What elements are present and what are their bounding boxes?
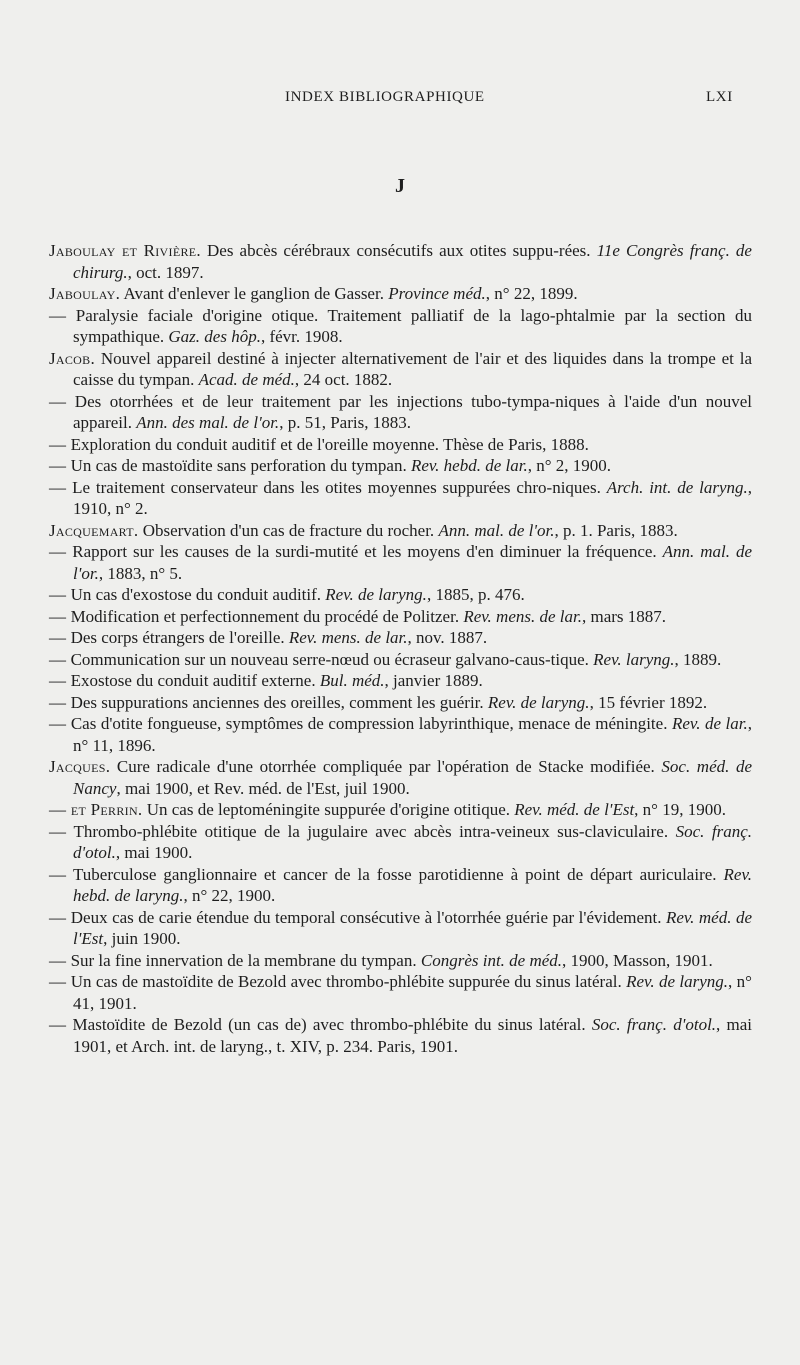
- bibliography-entry: [49, 477, 752, 520]
- bibliography-entry: [49, 864, 752, 907]
- entry-details: , janvier 1889.: [384, 671, 483, 690]
- entry-text: Un cas de leptoméningite suppurée d'origine otitique.: [146, 800, 515, 819]
- entry-source: Congrès int. de méd.: [420, 950, 563, 970]
- entry-details: , 1885, p. 476.: [426, 585, 525, 604]
- entry-author: —: [49, 692, 67, 712]
- entry-source: Soc. franç. d'otol.: [73, 821, 752, 862]
- entry-details: , n° 41, 1901.: [73, 972, 752, 1013]
- entry-source: Rev. méd. de l'Est: [73, 907, 752, 948]
- entry-author: Jacques.: [49, 757, 111, 776]
- entry-author: —: [49, 714, 67, 733]
- bibliography-entry: [49, 520, 752, 542]
- entry-text: Des abcès cérébraux consécutifs aux otites suppu-rées.: [207, 241, 597, 260]
- entry-text: Cas d'otite fongueuse, symptômes de compression labyrinthique, menace de méningite.: [70, 714, 672, 733]
- entry-author: —: [49, 477, 67, 497]
- entry-author: —: [49, 542, 67, 561]
- entry-author: —: [49, 391, 67, 411]
- entry-source: Gaz. des hôp.: [168, 327, 261, 346]
- entry-text: Des otorrhées et de leur traitement par les injections tubo-tympa-niques à l'aide d'un nouvel appareil.: [73, 391, 752, 432]
- bibliography-entry: [49, 584, 752, 606]
- entry-details: , oct. 1897.: [127, 262, 204, 282]
- entry-details: , mai 1901, et Arch. int. de laryng., t. XIV, p. 234. Paris, 1901.: [73, 1015, 753, 1056]
- entry-text: Thrombo-phlébite otitique de la jugulaire avec abcès intra-veineux sus-claviculaire.: [73, 821, 676, 841]
- entry-text: Exostose du conduit auditif externe.: [70, 671, 320, 690]
- bibliography-entry: [49, 606, 752, 628]
- bibliography-entry: [49, 283, 752, 305]
- entry-author: Jacquemart.: [49, 520, 139, 540]
- entry-text: Sur la fine innervation de la membrane du tympan.: [70, 950, 421, 970]
- entry-author: —: [49, 907, 67, 927]
- entry-details: , 1900, Masson, 1901.: [562, 950, 713, 970]
- section-letter: J: [395, 175, 405, 197]
- entry-author: —: [49, 671, 67, 690]
- entry-text: Deux cas de carie étendue du temporal consécutive à l'otorrhée guérie par l'évidement.: [70, 907, 666, 927]
- entry-source: Soc. franç. d'otol.: [591, 1015, 717, 1034]
- entry-text: Nouvel appareil destiné à injecter alternativement de l'air et des liquides dans la trompe et la caisse du tympan.: [73, 348, 752, 389]
- bibliography-list: [49, 240, 752, 1057]
- entry-details: , n° 22, 1900.: [183, 886, 276, 905]
- entry-author: —: [49, 649, 67, 669]
- entry-text: Modification et perfectionnement du procédé de Politzer.: [70, 606, 464, 626]
- entry-author: —: [49, 864, 67, 884]
- entry-text: Un cas de mastoïdite sans perforation du tympan.: [70, 456, 411, 475]
- entry-details: , 1910, n° 2.: [73, 477, 752, 518]
- bibliography-entry: [49, 240, 752, 283]
- bibliography-entry: [49, 756, 752, 799]
- entry-details: , juin 1900.: [103, 929, 181, 948]
- entry-source: Rev. hebd. de lar.: [410, 456, 528, 475]
- bibliography-entry: [49, 799, 752, 821]
- entry-text: Avant d'enlever le ganglion de Gasser.: [123, 284, 389, 303]
- entry-details: , mai 1900.: [115, 843, 193, 862]
- entry-details: , févr. 1908.: [260, 327, 343, 346]
- entry-author: —: [49, 606, 67, 626]
- entry-author: —: [49, 628, 67, 647]
- bibliography-entry: [49, 455, 752, 477]
- entry-author: —: [49, 434, 67, 454]
- bibliography-entry: [49, 541, 752, 584]
- entry-source: Rev. méd. de l'Est: [514, 800, 635, 819]
- entry-details: , n° 19, 1900.: [634, 800, 726, 819]
- bibliography-entry: [49, 907, 752, 950]
- bibliography-entry: [49, 821, 752, 864]
- entry-details: , mai 1900, et Rev. méd. de l'Est, juil 1900.: [116, 778, 410, 798]
- entry-details: , n° 11, 1896.: [73, 714, 752, 755]
- entry-text: Un cas d'exostose du conduit auditif.: [70, 585, 326, 604]
- entry-source: Rev. de laryng.: [626, 972, 729, 991]
- entry-text: Des corps étrangers de l'oreille.: [70, 628, 289, 647]
- entry-details: , 15 février 1892.: [589, 692, 708, 712]
- entry-text: Un cas de mastoïdite de Bezold avec thrombo-phlébite suppurée du sinus latéral.: [70, 972, 627, 991]
- entry-author: Jacob.: [49, 348, 96, 368]
- entry-text: Des suppurations anciennes des oreilles, comment les guérir.: [70, 692, 488, 712]
- page-number: LXI: [706, 89, 733, 105]
- entry-author: Jaboulay et Rivière.: [49, 241, 201, 260]
- entry-source: Rev. de lar.: [671, 714, 748, 733]
- entry-details: , mars 1887.: [581, 606, 667, 626]
- bibliography-entry: [49, 971, 752, 1014]
- entry-author: —: [49, 585, 67, 604]
- entry-text: Exploration du conduit auditif et de l'oreille moyenne. Thèse de Paris, 1888.: [70, 434, 589, 454]
- entry-source: 11e Congrès franç. de chirurg.: [73, 241, 752, 282]
- bibliography-entry: [49, 348, 752, 391]
- entry-text: Communication sur un nouveau serre-nœud ou écraseur galvano-caus-tique.: [70, 649, 594, 669]
- entry-details: , n° 2, 1900.: [527, 456, 612, 475]
- entry-text: Cure radicale d'une otorrhée compliquée par l'opération de Stacke modifiée.: [116, 757, 662, 776]
- entry-source: Rev. laryng.: [593, 649, 675, 669]
- entry-text: Mastoïdite de Bezold (un cas de) avec thrombo-phlébite du sinus latéral.: [72, 1015, 592, 1034]
- entry-details: , p. 1. Paris, 1883.: [554, 520, 678, 540]
- entry-source: Rev. de laryng.: [487, 692, 590, 712]
- entry-details: , p. 51, Paris, 1883.: [279, 413, 411, 432]
- entry-text: Observation d'un cas de fracture du rocher.: [142, 520, 439, 540]
- entry-source: Acad. de méd.: [198, 370, 295, 389]
- entry-details: , 1883, n° 5.: [98, 563, 183, 583]
- entry-source: Bul. méd.: [319, 671, 385, 690]
- entry-author: —: [49, 972, 67, 991]
- entry-source: Soc. méd. de Nancy: [73, 757, 753, 798]
- running-header: [0, 89, 800, 111]
- entry-author: —: [49, 821, 67, 841]
- entry-author: —: [49, 1015, 67, 1034]
- entry-text: Paralysie faciale d'origine otique. Traitement palliatif de la lago-phtalmie par la section du sympathique.: [73, 305, 753, 346]
- entry-source: Ann. des mal. de l'or.: [136, 413, 280, 432]
- bibliography-entry: [49, 692, 752, 714]
- entry-author: — et Perrin.: [49, 800, 143, 819]
- bibliography-entry: [49, 713, 752, 756]
- bibliography-entry: [49, 670, 752, 692]
- header-title: INDEX BIBLIOGRAPHIQUE: [285, 89, 485, 105]
- entry-details: , 24 oct. 1882.: [294, 370, 393, 389]
- bibliography-entry: [49, 649, 752, 671]
- entry-text: Le traitement conservateur dans les otites moyennes suppurées chro-niques.: [72, 477, 607, 497]
- bibliography-entry: [49, 391, 752, 434]
- entry-details: , 1889.: [674, 649, 722, 669]
- entry-source: Arch. int. de laryng.: [606, 477, 748, 497]
- entry-text: Tuberculose ganglionnaire et cancer de la fosse parotidienne à point de départ auriculaire.: [73, 864, 724, 884]
- entry-author: —: [49, 950, 67, 970]
- entry-source: Ann. mal. de l'or.: [73, 542, 753, 583]
- bibliography-entry: [49, 434, 752, 456]
- bibliography-entry: [49, 1014, 752, 1057]
- bibliography-entry: [49, 305, 752, 348]
- bibliography-entry: [49, 627, 752, 649]
- entry-details: , nov. 1887.: [407, 628, 488, 647]
- bibliography-entry: [49, 950, 752, 972]
- entry-source: Rev. mens. de lar.: [288, 628, 408, 647]
- entry-source: Rev. mens. de lar.: [463, 606, 582, 626]
- entry-source: Rev. de laryng.: [325, 585, 427, 604]
- entry-source: Rev. hebd. de laryng.: [73, 864, 752, 905]
- entry-author: —: [49, 305, 67, 325]
- entry-source: Ann. mal. de l'or.: [438, 520, 555, 540]
- entry-source: Province méd.: [388, 284, 486, 303]
- entry-details: , n° 22, 1899.: [485, 284, 578, 303]
- entry-author: Jaboulay.: [49, 284, 121, 303]
- entry-text: Rapport sur les causes de la surdi-mutité et les moyens d'en diminuer la fréquence.: [72, 542, 663, 561]
- entry-author: —: [49, 456, 67, 475]
